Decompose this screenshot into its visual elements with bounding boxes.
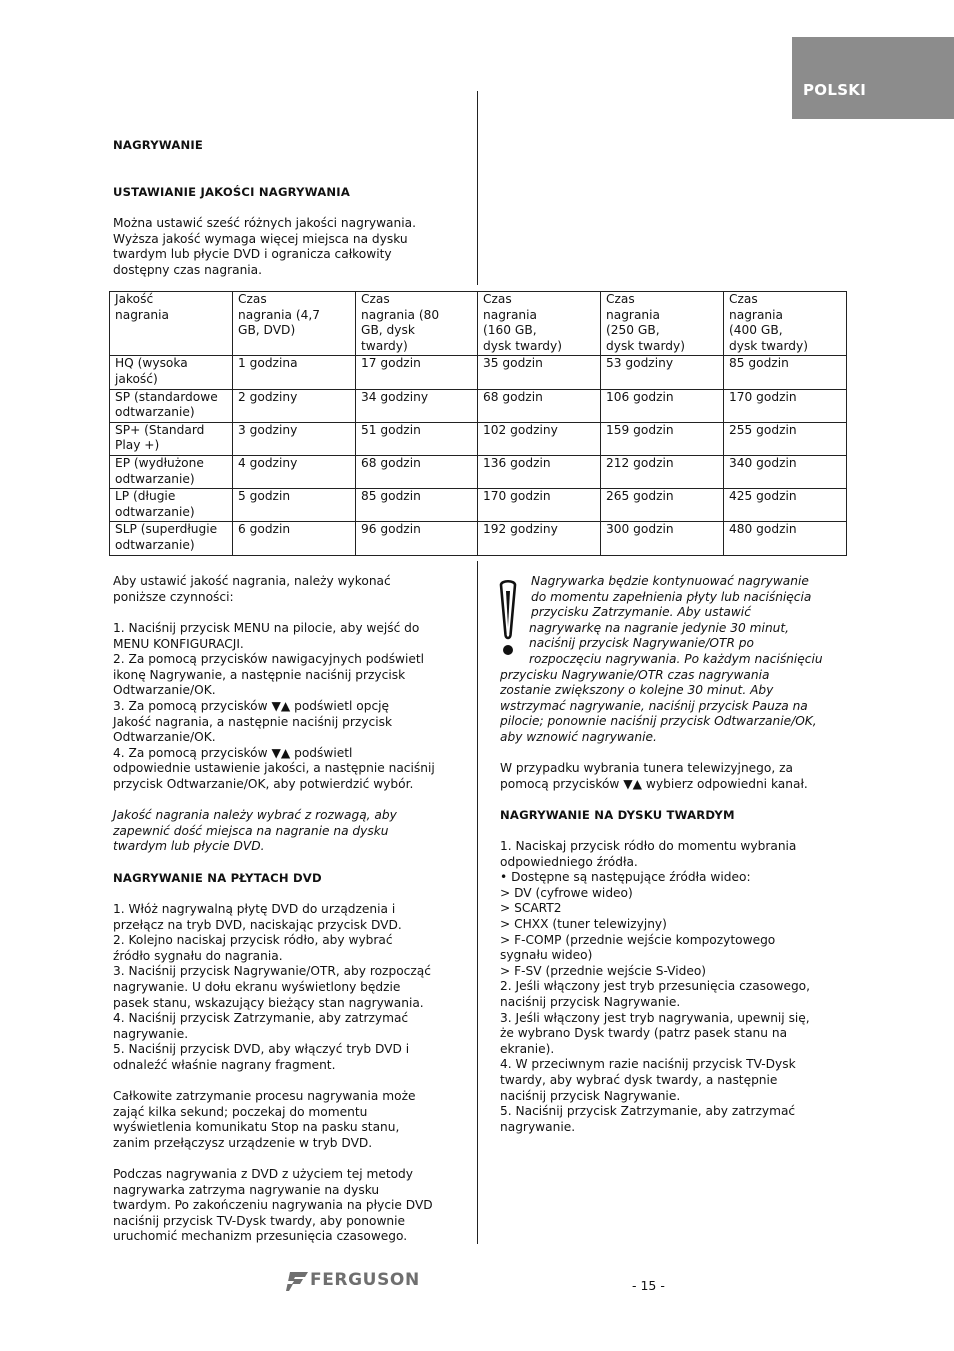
table-cell: 480 godzin [724,522,847,555]
warning-line: nagrywarkę na nagranie jedynie 30 minut, [529,620,790,635]
table-header-cell: Czas nagrania (80 GB, dysk twardy) [356,292,478,356]
ferguson-logo [286,1268,436,1294]
warning-line: zostanie zwiększony o kolejne 30 minut. Aby [500,683,774,698]
table-cell: 6 godzin [233,522,356,555]
section-heading-dvd: NAGRYWANIE NA PŁYTACH DVD [113,871,322,885]
language-tab [792,37,954,119]
table-cell: 340 godzin [724,455,847,488]
table-cell: 255 godzin [724,422,847,455]
table-header-cell: Czas nagrania (4,7 GB, DVD) [233,292,356,356]
table-header-cell: Jakość nagrania [110,292,233,356]
warning-line: pilocie; ponownie naciśnij przycisk Odtwarzanie/OK, [500,714,817,729]
stop-paragraph: Całkowite zatrzymanie procesu nagrywania może zająć kilka sekund; poczekaj do momentu wyświetlenia komunikatu Stop na pasku stanu, zanim przełączysz urządzenie w tryb DVD. [113,1089,416,1150]
table-row [110,455,847,488]
table-cell: 17 godzin [356,356,478,389]
warning-line: Nagrywarka będzie kontynuować nagrywanie [531,574,809,588]
table-cell: 68 godzin [356,455,478,488]
table-row [110,389,847,422]
table-cell: 192 godziny [478,522,601,555]
warning-line: rozpoczęciu nagrywania. Po każdym naciśnięciu [529,652,823,666]
table-cell: 3 godziny [233,422,356,455]
table-cell: 68 godzin [478,389,601,422]
table-cell: 300 godzin [601,522,724,555]
hdd-steps: 1. Naciskaj przycisk ródło do momentu wybrania odpowiedniego źródła. • Dostępne są następujące źródła wideo: > DV (cyfrowe wideo) > SCART2 > CHXX (tuner telewizyjny) > F-COMP (przednie wejście kompozytowego sygnału wideo) > F-SV (przednie wejście S-Video) 2. Jeśli włączony jest tryb przesunięcia czasowego, naciśnij przycisk Nagrywanie. 3. Jeśli włączony jest tryb nagrywania, upewnij się, że wybrano Dysk twardy (patrz pasek stanu na ekranie). 4. W przeciwnym razie naciśnij przycisk TV-Dysk twardy, aby wybrać dysk twardy, a następnie naciśnij przycisk Nagrywanie. 5. Naciśnij przycisk Zatrzymanie, aby zatrzymać nagrywanie. [500,839,811,1134]
warning-line: aby wznowić nagrywanie. [500,730,657,744]
table-row [110,522,847,555]
table-row [110,489,847,522]
table-cell: 1 godzina [233,356,356,389]
warning-line: wstrzymać nagrywanie, naciśnij przycisk Pauza na [500,698,808,713]
table-cell: 170 godzin [724,389,847,422]
table-row [110,422,847,455]
table-cell: 4 godziny [233,455,356,488]
table-header-row [110,292,847,356]
table-cell: 2 godziny [233,389,356,422]
table-row [110,356,847,389]
table-cell: LP (długie odtwarzanie) [110,489,233,522]
steps-intro: Aby ustawić jakość nagrania, należy wykonać poniższe czynności: [113,574,391,604]
table-cell: 102 godziny [478,422,601,455]
table-cell: 51 godzin [356,422,478,455]
table-cell: HQ (wysoka jakość) [110,356,233,389]
table-cell: 425 godzin [724,489,847,522]
warning-line: do momentu zapełnienia płyty lub naciśnięcia [531,589,812,604]
section-heading-quality: USTAWIANIE JAKOŚCI NAGRYWANIA [113,185,350,199]
column-divider-top [477,91,478,285]
section-heading-recording: NAGRYWANIE [113,138,204,152]
page-number: - 15 - [632,1278,665,1293]
recording-quality-table [109,291,847,556]
timeshift-paragraph: Podczas nagrywania z DVD z użyciem tej metody nagrywarka zatrzyma nagrywanie na dysku twardym. Po zakończeniu nagrywania na płycie DVD naciśnij przycisk TV-Dysk twardy, aby ponownie uruchomić mechanizm przesunięcia czasowego. [113,1167,433,1244]
table-cell: 35 godzin [478,356,601,389]
table-cell: EP (wydłużone odtwarzanie) [110,455,233,488]
table-header-cell: Czas nagrania (250 GB, dysk twardy) [601,292,724,356]
table-cell: 5 godzin [233,489,356,522]
table-cell: 136 godzin [478,455,601,488]
table-cell: SLP (superdługie odtwarzanie) [110,522,233,555]
exclamation-icon [498,579,518,659]
table-cell: 265 godzin [601,489,724,522]
table-cell: 106 godzin [601,389,724,422]
table-cell: 34 godziny [356,389,478,422]
warning-line: naciśnij przycisk Nagrywanie/OTR po [529,636,754,651]
tuner-paragraph: W przypadku wybrania tunera telewizyjnego, za pomocą przycisków ▼▲ wybierz odpowiedni kanał. [500,761,808,791]
language-label: POLSKI [803,81,867,99]
logo-text: FERGUSON [310,1270,420,1290]
dvd-steps: 1. Włóż nagrywalną płytę DVD do urządzenia i przełącz na tryb DVD, naciskając przycisk DVD. 2. Kolejno naciskaj przycisk ródło, aby wybrać źródło sygnału do nagrania. 3. Naciśnij przycisk Nagrywanie/OTR, aby rozpocząć nagrywanie. U dołu ekranu wyświetlony będzie pasek stanu, wskazujący bieżący stan nagrywania. 4. Naciśnij przycisk Zatrzymanie, aby zatrzymać nagrywanie. 5. Naciśnij przycisk DVD, aby włączyć tryb DVD i odnaleźć właśnie nagrany fragment. [113,902,431,1072]
intro-paragraph: Można ustawić sześć różnych jakości nagrywania. Wyższa jakość wymaga więcej miejsca na dysku twardym lub płycie DVD i ogranicza całkowity dostępny czas nagrania. [113,216,416,277]
table-header-cell: Czas nagrania (400 GB, dysk twardy) [724,292,847,356]
quality-steps: 1. Naciśnij przycisk MENU na pilocie, aby wejść do MENU KONFIGURACJI. 2. Za pomocą przycisków nawigacyjnych podświetl ikonę Nagrywanie, a następnie naciśnij przycisk Odtwarzanie/OK. 3. Za pomocą przycisków ▼▲ podświetl opcję Jakość nagrania, a następnie naciśnij przycisk Odtwarzanie/OK. 4. Za pomocą przycisków ▼▲ podświetl odpowiednie ustawienie jakości, a następnie naciśnij przycisk Odtwarzanie/OK, aby potwierdzić wybór. [113,621,435,791]
table-cell: SP (standardowe odtwarzanie) [110,389,233,422]
section-heading-hdd: NAGRYWANIE NA DYSKU TWARDYM [500,808,735,822]
column-divider-bottom [477,561,478,1244]
quality-note: Jakość nagrania należy wybrać z rozwagą, aby zapewnić dość miejsca na nagranie na dysku twardym lub płycie DVD. [113,808,397,854]
table-cell: 85 godzin [356,489,478,522]
table-cell: 170 godzin [478,489,601,522]
table-cell: 159 godzin [601,422,724,455]
table-cell: 96 godzin [356,522,478,555]
warning-line: przycisku Zatrzymanie. Aby ustawić [531,605,751,620]
table-cell: 53 godziny [601,356,724,389]
table-cell: 85 godzin [724,356,847,389]
table-header-cell: Czas nagrania (160 GB, dysk twardy) [478,292,601,356]
warning-line: przycisku Nagrywanie/OTR czas nagrywania [500,667,770,682]
table-cell: 212 godzin [601,455,724,488]
logo-mark-icon [286,1270,310,1292]
table-cell: SP+ (Standard Play +) [110,422,233,455]
